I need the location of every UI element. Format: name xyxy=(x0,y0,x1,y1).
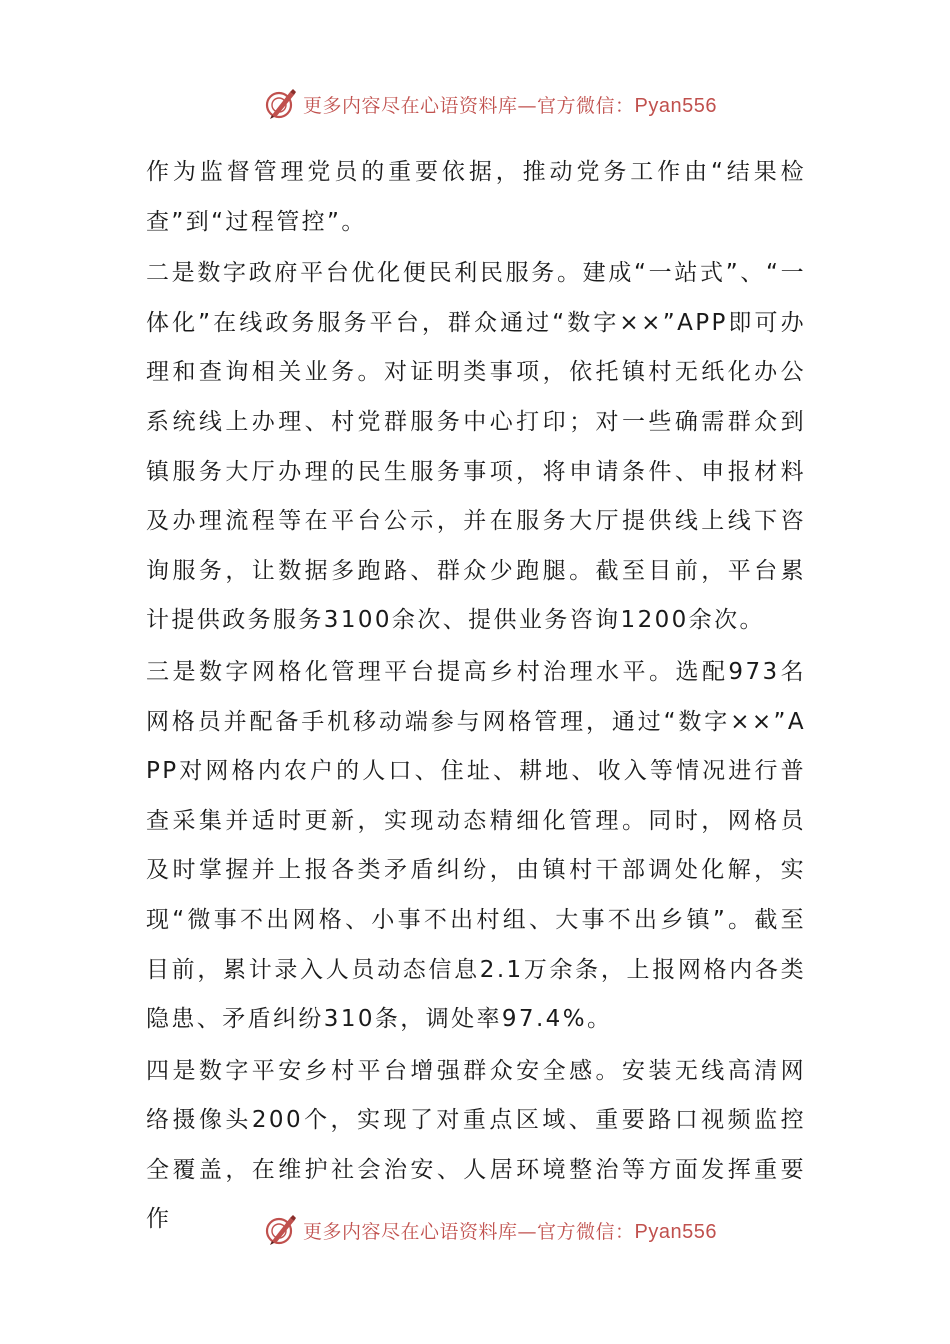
paragraph-2: 二是数字政府平台优化便民利民服务。建成“一站式”、“一体化”在线政务服务平台，群众通过“数字××”APP即可办理和查询相关业务。对证明类事项，依托镇村无纸化办公系统线上办理、村党群服务中心打印；对一些确需群众到镇服务大厅办理的民生服务事项，将申请条件、申报材料及办理流程等在平台公示，并在服务大厅提供线上线下咨询服务，让数据多跑路、群众少跑腿。截至目前，平台累计提供政务服务3100余次、提供业务咨询1200余次。 xyxy=(146,260,806,634)
wechat-id: Pyan556 xyxy=(634,94,717,117)
paragraph-4: 四是数字平安乡村平台增强群众安全感。安装无线高清网络摄像头200个，实现了对重点区域、重要路口视频监控全覆盖，在维护社会治安、人居环境整治等方面发挥重要作 xyxy=(146,1057,806,1233)
pen-logo-icon xyxy=(263,86,299,122)
banner-text: 更多内容尽在心语资料库—官方微信：Pyan556 xyxy=(303,94,717,117)
pen-logo-icon xyxy=(263,1212,299,1248)
document-body xyxy=(146,148,806,1245)
paragraph-3: 三是数字网格化管理平台提高乡村治理水平。选配973名网格员并配备手机移动端参与网格管理，通过“数字××”APP对网格内农户的人口、住址、耕地、收入等情况进行普查采集并适时更新，实现动态精细化管理。同时，网格员及时掌握并上报各类矛盾纠纷，由镇村干部调处化解，实现“微事不出网格、小事不出村组、大事不出乡镇”。截至目前，累计录入人员动态信息2.1万余条，上报网格内各类隐患、矛盾纠纷310条，调处率97.4%。 xyxy=(146,658,806,1033)
wechat-id: Pyan556 xyxy=(634,1220,717,1243)
paragraph-1: 作为监督管理党员的重要依据，推动党务工作由“结果检查”到“过程管控”。 xyxy=(146,159,806,235)
header-banner xyxy=(0,84,950,124)
banner-text: 更多内容尽在心语资料库—官方微信：Pyan556 xyxy=(303,1220,717,1243)
footer-banner xyxy=(0,1210,950,1250)
